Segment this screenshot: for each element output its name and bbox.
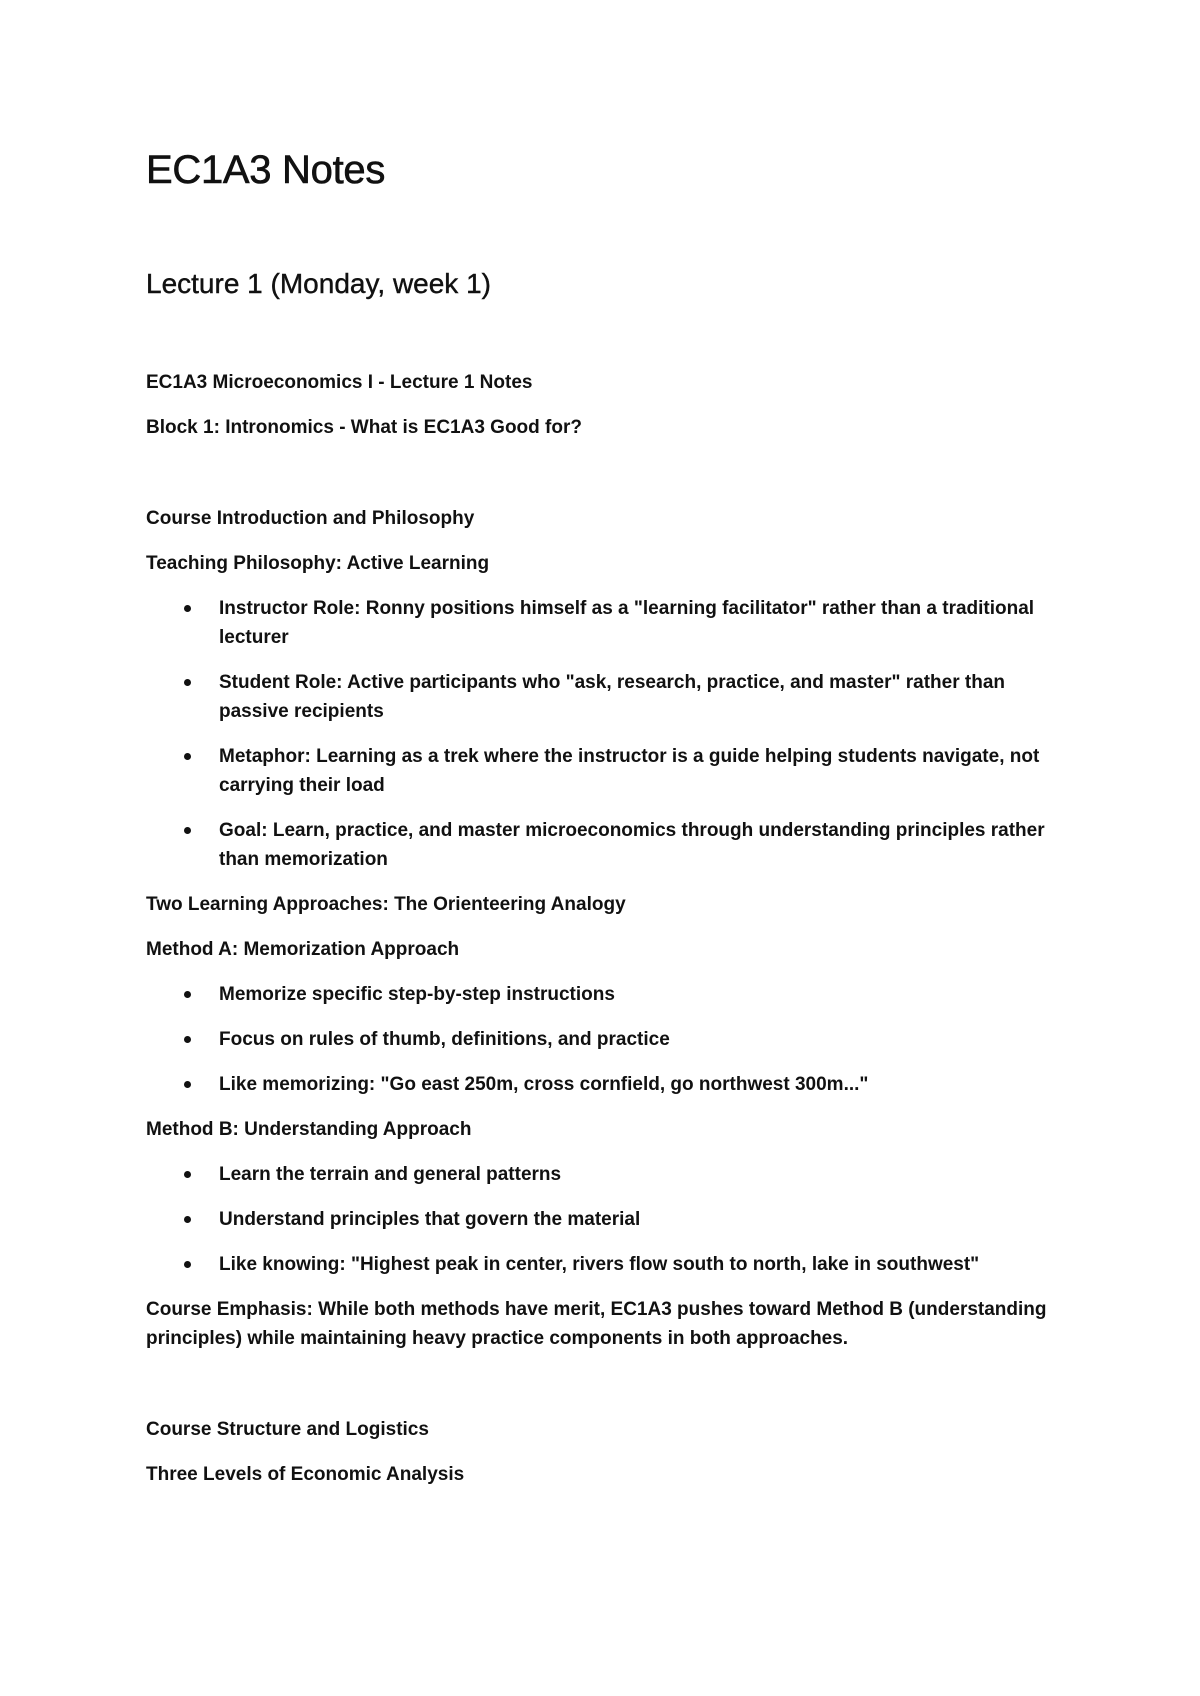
subheading-method-b: Method B: Understanding Approach	[146, 1119, 472, 1140]
bullet-icon	[184, 1261, 191, 1268]
section-heading-structure: Course Structure and Logistics	[146, 1419, 429, 1440]
subheading-three-levels: Three Levels of Economic Analysis	[146, 1464, 465, 1485]
list-item: Learn the terrain and general patterns	[146, 1160, 1059, 1189]
list-item: Memorize specific step-by-step instructions	[146, 980, 1059, 1009]
bullet-icon	[184, 1081, 191, 1088]
bullet-icon	[184, 991, 191, 998]
bullet-icon	[184, 827, 191, 834]
course-emphasis: Course Emphasis: While both methods have merit, EC1A3 pushes toward Method B (understanding principles) while maintaining heavy practice components in both approaches.	[146, 1299, 1047, 1349]
bullet-list-method-b	[146, 1160, 1066, 1279]
list-item: Like knowing: "Highest peak in center, rivers flow south to north, lake in southwest"	[146, 1250, 1059, 1279]
block-line: Block 1: Intronomics - What is EC1A3 Good for?	[146, 417, 582, 438]
bullet-list-philosophy	[146, 594, 1066, 874]
list-item: Student Role: Active participants who "ask, research, practice, and master" rather than passive recipients	[146, 668, 1059, 726]
bullet-icon	[184, 1036, 191, 1043]
subheading-method-a: Method A: Memorization Approach	[146, 939, 460, 960]
list-item: Focus on rules of thumb, definitions, and practice	[146, 1025, 1059, 1054]
bullet-icon	[184, 679, 191, 686]
list-item: Instructor Role: Ronny positions himself as a "learning facilitator" rather than a traditional lecturer	[146, 594, 1059, 652]
section-heading-intro: Course Introduction and Philosophy	[146, 508, 475, 529]
bullet-icon	[184, 605, 191, 612]
list-item: Goal: Learn, practice, and master microeconomics through understanding principles rather than memorization	[146, 816, 1059, 874]
bullet-icon	[184, 1216, 191, 1223]
lecture-heading: Lecture 1 (Monday, week 1)	[146, 268, 491, 299]
document-title: EC1A3 Notes	[146, 148, 386, 192]
list-item: Metaphor: Learning as a trek where the instructor is a guide helping students navigate, not carrying their load	[146, 742, 1059, 800]
list-item: Like memorizing: "Go east 250m, cross cornfield, go northwest 300m..."	[146, 1070, 1059, 1099]
bullet-list-method-a	[146, 980, 1066, 1099]
section-heading-approaches: Two Learning Approaches: The Orienteering Analogy	[146, 894, 626, 915]
notes-body	[146, 368, 1066, 1505]
list-item: Understand principles that govern the material	[146, 1205, 1059, 1234]
bullet-icon	[184, 753, 191, 760]
course-line: EC1A3 Microeconomics I - Lecture 1 Notes	[146, 372, 533, 393]
bullet-icon	[184, 1171, 191, 1178]
subheading-teaching-philosophy: Teaching Philosophy: Active Learning	[146, 553, 490, 574]
